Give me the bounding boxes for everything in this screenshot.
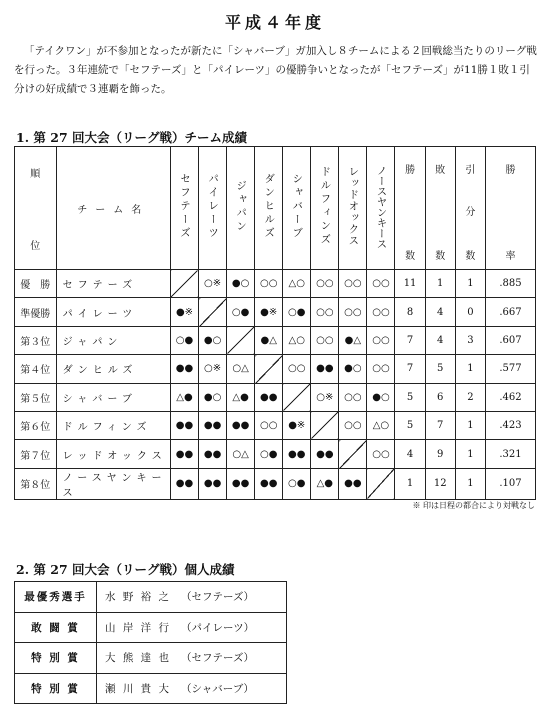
- wins-cell: 1: [395, 468, 425, 499]
- header-team-1: パイレーツ: [199, 147, 227, 270]
- result-cell: ○○: [311, 298, 339, 326]
- player-name: 水 野 裕 之: [105, 591, 172, 604]
- header-team-7: ノースヤンキース: [367, 147, 395, 270]
- award-row: [15, 673, 287, 704]
- result-cell: ●※: [283, 411, 311, 439]
- diagonal-cell: [170, 270, 198, 298]
- wins-cell: 8: [395, 298, 425, 326]
- result-cell: ○○: [311, 270, 339, 298]
- player-name: 山 岸 洋 行: [105, 621, 172, 634]
- result-cell: △○: [283, 326, 311, 354]
- player-name: 大 熊 達 也: [105, 652, 172, 665]
- pct-cell: .577: [485, 355, 535, 383]
- result-cell: ○●: [227, 298, 255, 326]
- result-cell: ○●: [283, 298, 311, 326]
- player-team: （パイレーツ）: [181, 621, 255, 634]
- award-recipient: [97, 643, 287, 674]
- rank-cell: 第８位: [15, 468, 57, 499]
- result-cell: ●○: [199, 326, 227, 354]
- table-row: [15, 440, 536, 468]
- award-rows: [15, 582, 287, 704]
- losses-cell: 4: [425, 326, 455, 354]
- header-draws: 引 分 数: [455, 147, 485, 270]
- result-cell: ○○: [311, 326, 339, 354]
- header-row: [15, 147, 536, 270]
- rank-cell: 第４位: [15, 355, 57, 383]
- result-cell: ○△: [227, 440, 255, 468]
- player-name: 瀬 川 貴 大: [105, 683, 172, 696]
- result-cell: ○※: [199, 270, 227, 298]
- team-name-cell: ノースヤンキース: [56, 468, 170, 499]
- pct-cell: .321: [485, 440, 535, 468]
- result-cell: ○○: [367, 326, 395, 354]
- losses-cell: 12: [425, 468, 455, 499]
- player-team: （シャバーブ）: [181, 683, 254, 696]
- result-cell: ●※: [170, 298, 198, 326]
- table-row: [15, 355, 536, 383]
- footnote: ※ 印は日程の都合により対戦なし: [412, 501, 535, 510]
- result-cell: ●●: [227, 411, 255, 439]
- header-team-2: ジャパン: [227, 147, 255, 270]
- section-heading-team: 1. 第 27 回大会（リーグ戦）チーム成績: [16, 130, 248, 145]
- header-team-4: シャバーブ: [283, 147, 311, 270]
- table-row: [15, 468, 536, 499]
- header-wins: 勝 数: [395, 147, 425, 270]
- result-cell: ○○: [255, 270, 283, 298]
- header-team-0: セフテーズ: [170, 147, 198, 270]
- losses-cell: 7: [425, 411, 455, 439]
- result-cell: ●●: [255, 468, 283, 499]
- header-team-5: ドルフィンズ: [311, 147, 339, 270]
- result-cell: ●●: [283, 440, 311, 468]
- result-cell: ●●: [170, 355, 198, 383]
- result-cell: △○: [367, 411, 395, 439]
- result-cell: ○※: [311, 383, 339, 411]
- result-cell: △○: [283, 270, 311, 298]
- table-row: [15, 383, 536, 411]
- wins-cell: 7: [395, 326, 425, 354]
- award-row: [15, 643, 287, 674]
- player-team: （セフテーズ）: [181, 591, 254, 604]
- result-cell: ○○: [367, 298, 395, 326]
- result-cell: ○●: [255, 440, 283, 468]
- result-cell: ○※: [199, 355, 227, 383]
- player-team: （セフテーズ）: [181, 652, 254, 665]
- result-cell: ●●: [170, 468, 198, 499]
- result-cell: ●△: [255, 326, 283, 354]
- award-row: [15, 612, 287, 643]
- rank-cell: 優 勝: [15, 270, 57, 298]
- draws-cell: 1: [455, 468, 485, 499]
- header-rank: 順 位: [15, 147, 57, 270]
- header-pct: 勝 率: [485, 147, 535, 270]
- losses-cell: 4: [425, 298, 455, 326]
- result-cell: △●: [170, 383, 198, 411]
- team-name-cell: ドルフィンズ: [56, 411, 170, 439]
- result-cell: ○○: [339, 270, 367, 298]
- award-recipient: [97, 673, 287, 704]
- result-cell: ●●: [170, 411, 198, 439]
- result-cell: ●※: [255, 298, 283, 326]
- wins-cell: 11: [395, 270, 425, 298]
- wins-cell: 5: [395, 383, 425, 411]
- rank-cell: 準優勝: [15, 298, 57, 326]
- result-cell: ○○: [339, 383, 367, 411]
- team-name-cell: レッドオックス: [56, 440, 170, 468]
- award-title: 特 別 賞: [15, 673, 97, 704]
- diagonal-cell: [367, 468, 395, 499]
- diagonal-cell: [311, 411, 339, 439]
- rank-cell: 第６位: [15, 411, 57, 439]
- wins-cell: 5: [395, 411, 425, 439]
- result-cell: ●●: [227, 468, 255, 499]
- losses-cell: 1: [425, 270, 455, 298]
- result-cell: ●●: [311, 355, 339, 383]
- result-cell: ○●: [283, 468, 311, 499]
- draws-cell: 1: [455, 411, 485, 439]
- wins-cell: 4: [395, 440, 425, 468]
- pct-cell: .423: [485, 411, 535, 439]
- pct-cell: .885: [485, 270, 535, 298]
- wins-cell: 7: [395, 355, 425, 383]
- result-cell: ●○: [199, 383, 227, 411]
- pct-cell: .462: [485, 383, 535, 411]
- result-cell: ○○: [367, 355, 395, 383]
- result-cell: △●: [311, 468, 339, 499]
- result-cell: ○△: [227, 355, 255, 383]
- table-row: [15, 411, 536, 439]
- header-team-3: ダンヒルズ: [255, 147, 283, 270]
- pct-cell: .107: [485, 468, 535, 499]
- award-title: 最優秀選手: [15, 582, 97, 613]
- result-cell: ●●: [255, 383, 283, 411]
- result-cell: ●●: [199, 411, 227, 439]
- losses-cell: 6: [425, 383, 455, 411]
- draws-cell: 0: [455, 298, 485, 326]
- result-cell: ●●: [311, 440, 339, 468]
- losses-cell: 9: [425, 440, 455, 468]
- draws-cell: 1: [455, 270, 485, 298]
- team-name-cell: シャバーブ: [56, 383, 170, 411]
- draws-cell: 1: [455, 440, 485, 468]
- diagonal-cell: [339, 440, 367, 468]
- team-name-cell: パイレーツ: [56, 298, 170, 326]
- page-title: 平成４年度: [224, 13, 325, 32]
- losses-cell: 5: [425, 355, 455, 383]
- result-cell: ●○: [339, 355, 367, 383]
- draws-cell: 3: [455, 326, 485, 354]
- result-cell: ●●: [199, 468, 227, 499]
- team-name-cell: ジャパン: [56, 326, 170, 354]
- award-title: 敢 闘 賞: [15, 612, 97, 643]
- section-heading-individual: 2. 第 27 回大会（リーグ戦）個人成績: [16, 562, 235, 577]
- result-cell: ○○: [339, 411, 367, 439]
- result-cell: ○○: [283, 355, 311, 383]
- header-team-6: レッドオックス: [339, 147, 367, 270]
- pct-cell: .667: [485, 298, 535, 326]
- result-cell: ○○: [255, 411, 283, 439]
- result-cell: ●●: [170, 440, 198, 468]
- header-losses: 敗 数: [425, 147, 455, 270]
- award-row: [15, 582, 287, 613]
- draws-cell: 1: [455, 355, 485, 383]
- draws-cell: 2: [455, 383, 485, 411]
- table-row: [15, 270, 536, 298]
- pct-cell: .607: [485, 326, 535, 354]
- diagonal-cell: [255, 355, 283, 383]
- award-title: 特 別 賞: [15, 643, 97, 674]
- award-recipient: [97, 612, 287, 643]
- diagonal-cell: [283, 383, 311, 411]
- rank-cell: 第３位: [15, 326, 57, 354]
- diagonal-cell: [227, 326, 255, 354]
- result-cell: ●○: [227, 270, 255, 298]
- rank-cell: 第７位: [15, 440, 57, 468]
- table-row: [15, 326, 536, 354]
- diagonal-cell: [199, 298, 227, 326]
- result-cell: ●●: [199, 440, 227, 468]
- team-results-table: [14, 146, 536, 500]
- result-cell: ●○: [367, 383, 395, 411]
- result-cell: ●●: [339, 468, 367, 499]
- result-cell: ○○: [339, 298, 367, 326]
- result-cell: ○●: [170, 326, 198, 354]
- result-cell: △●: [227, 383, 255, 411]
- rank-cell: 第５位: [15, 383, 57, 411]
- table-row: [15, 298, 536, 326]
- team-name-cell: ダンヒルズ: [56, 355, 170, 383]
- award-recipient: [97, 582, 287, 613]
- team-name-cell: セフテーズ: [56, 270, 170, 298]
- header-team: チーム名: [56, 147, 170, 270]
- result-cell: ○○: [367, 440, 395, 468]
- intro-paragraph: 「テイクワン」が不参加となったが新たに「シャバーブ」ガ加入し８チームによる２回戦総当たりのリーグ戦を行った。３年連続で「セフテーズ」と「パイレーツ」の優勝争いとなったが「セフテーズ」が11勝１敗１引分けの好成績で３連覇を飾った。: [14, 45, 537, 95]
- result-cell: ○○: [367, 270, 395, 298]
- team-rows: [15, 270, 536, 500]
- result-cell: ●△: [339, 326, 367, 354]
- individual-awards-table: [14, 581, 287, 704]
